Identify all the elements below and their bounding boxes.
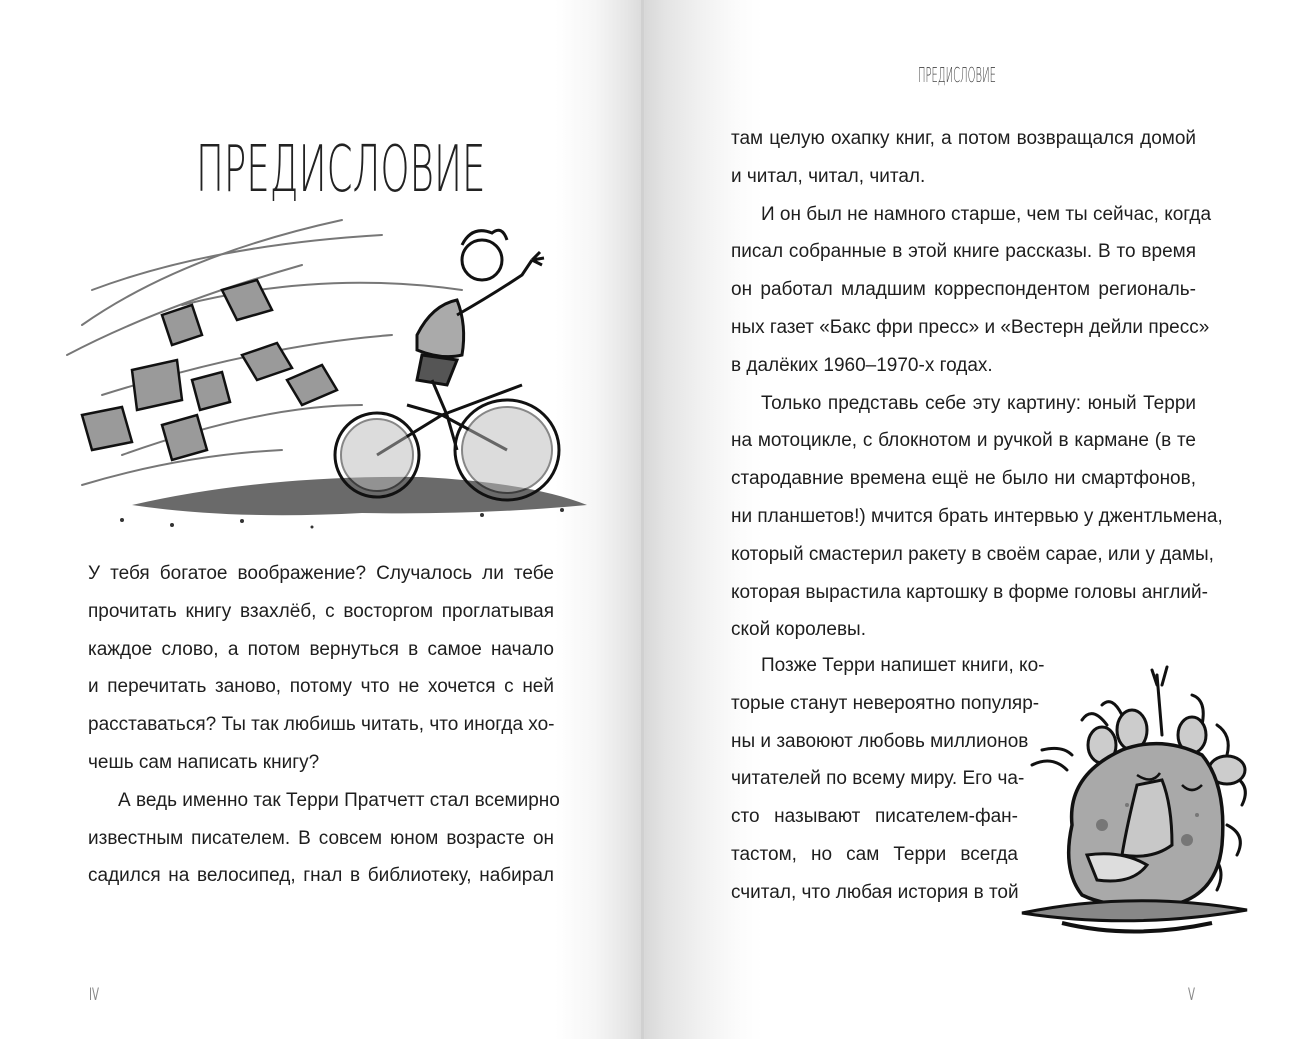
text-line: ных газет «Бакс фри пресс» и «Вестерн дейли пресс» xyxy=(731,316,1210,338)
text-line: тастом, но сам Терри всегда xyxy=(731,843,1018,865)
text-line: садился на велосипед, гнал в библиотеку, набирал xyxy=(88,865,554,887)
text-line: сто называют писателем-фан- xyxy=(731,806,1018,828)
text-line: известным писателем. В совсем юном возрасте он xyxy=(88,827,554,849)
text-line: А ведь именно так Терри Пратчетт стал всемирно xyxy=(118,789,560,811)
text-line: считал, что любая история в той xyxy=(731,881,1019,903)
text-line: каждое слово, а потом вернуться в самое начало xyxy=(88,638,554,660)
text-line: ской королевы. xyxy=(731,619,866,641)
text-line: расставаться? Ты так любишь читать, что иногда хо- xyxy=(88,714,555,736)
text-line: он работал младшим корреспондентом региональ- xyxy=(731,279,1196,301)
chapter-title: ПРЕДИСЛОВИЕ xyxy=(196,133,486,207)
page-number-left: IV xyxy=(89,985,99,1005)
text-line: ни планшетов!) мчится брать интервью у джентльмена, xyxy=(731,505,1223,527)
text-line: и перечитать заново, потому что не хочется с ней xyxy=(88,676,554,698)
boy-on-bicycle-illustration xyxy=(62,215,597,535)
left-body-text xyxy=(88,555,560,895)
text-line: на мотоцикле, с блокнотом и ручкой в кармане (в те xyxy=(731,430,1196,452)
text-line: И он был не намного старше, чем ты сейчас, когда xyxy=(761,203,1212,225)
text-line: ны и завоюют любовь миллионов xyxy=(731,730,1029,752)
text-line: читателей по всему миру. Его ча- xyxy=(731,768,1025,790)
text-line: чешь сам написать книгу? xyxy=(88,751,320,773)
text-line: торые станут невероятно популяр- xyxy=(731,692,1040,714)
right-body-text xyxy=(731,120,1223,649)
text-line: там целую охапку книг, а потом возвращался домой xyxy=(731,128,1196,149)
text-line: стародавние времена ещё не было ни смартфонов, xyxy=(731,468,1196,490)
text-line: писал собранные в этой книге рассказы. В то время xyxy=(731,241,1196,263)
page-number-right: V xyxy=(1188,985,1195,1005)
right-wrapped-text xyxy=(731,647,1045,912)
text-line: и читал, читал, читал. xyxy=(731,165,926,187)
text-line: У тебя богатое воображение? Случалось ли тебе xyxy=(88,563,554,584)
running-head: ПРЕДИСЛОВИЕ xyxy=(918,63,996,87)
potato-queen-illustration xyxy=(1012,655,1267,945)
book-gutter xyxy=(641,0,644,1039)
text-line: Позже Терри напишет книги, ко- xyxy=(761,655,1045,676)
text-line: в далёких 1960–1970-х годах. xyxy=(731,354,993,376)
text-line: который смастерил ракету в своём сарае, или у дамы, xyxy=(731,543,1214,565)
text-line: которая вырастила картошку в форме головы англий- xyxy=(731,581,1208,603)
text-line: прочитать книгу взахлёб, с восторгом проглатывая xyxy=(88,600,554,622)
text-line: Только представь себе эту картину: юный Терри xyxy=(761,392,1196,414)
